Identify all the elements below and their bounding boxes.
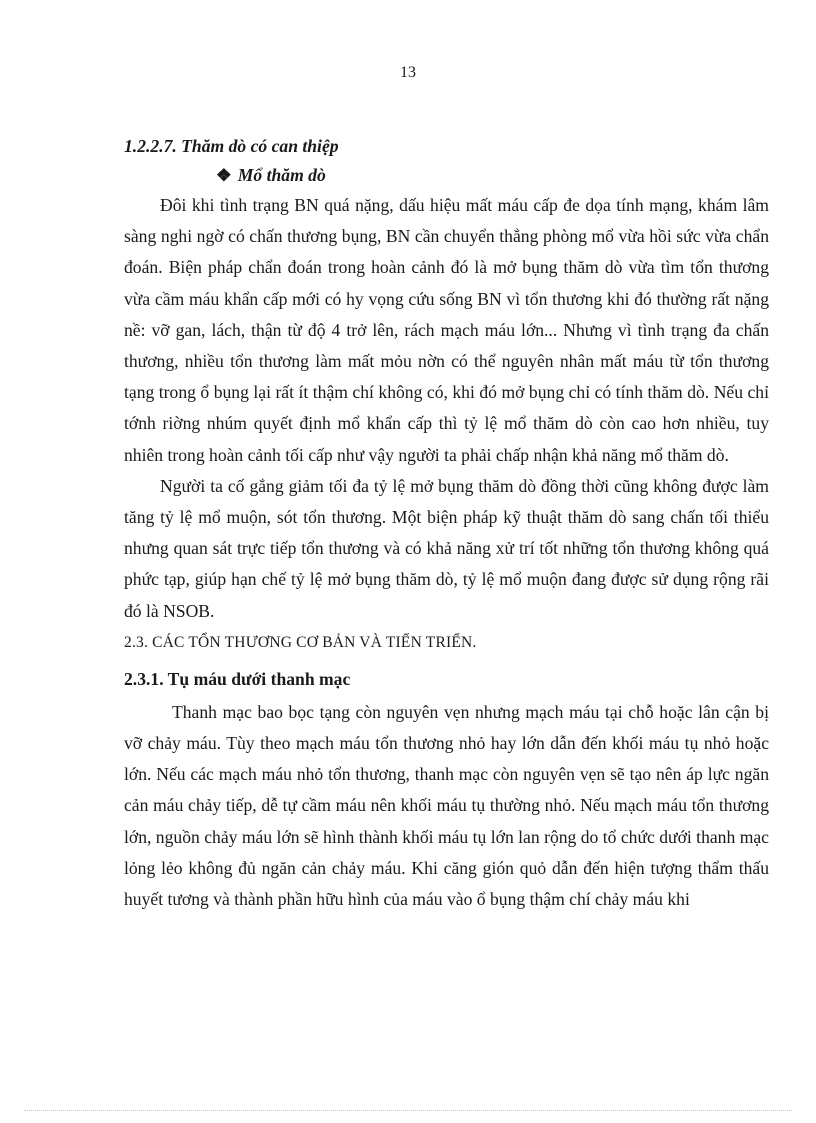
body-paragraph: Đôi khi tình trạng BN quá nặng, dấu hiệu mất máu cấp đe dọa tính mạng, khám lâm sàng nghi ngờ có chấn thương bụng, BN cần chuyển thẳng phòng mổ vừa hồi sức vừa chẩn đoán. Biện pháp chẩn đoán trong hoàn cảnh đó là mở bụng thăm dò vừa tìm tổn thương vừa cầm máu khẩn cấp mới có hy vọng cứu sống BN vì tổn thương khi đó thường rất nặng nề: vỡ gan, lách, thận từ độ 4 trở lên, rách mạch máu lớn... Nhưng vì tình trạng đa chấn thương, nhiều tổn thương làm mất mỏu nờn có thể nguyên nhân mất máu từ tổn thương tạng trong ổ bụng lại rất ít thậm chí không có, khi đó mở bụng chỉ có tính thăm dò. Nếu chỉ tớnh riờng nhúm quyết định mổ khẩn cấp thì tỷ lệ mổ thăm dò còn cao hơn nhiều, tuy nhiên trong hoàn cảnh tối cấp như vậy người ta phải chấp nhận khả năng mổ thăm dò.	[124, 195, 769, 465]
footer-divider	[24, 1110, 792, 1111]
diamond-bullet-icon: ❖	[216, 165, 232, 185]
body-paragraph: Người ta cố gắng giảm tối đa tỷ lệ mở bụng thăm dò đồng thời cũng không được làm tăng tỷ lệ mổ muộn, sót tổn thương. Một biện pháp kỹ thuật thăm dò sang chấn tối thiểu nhưng quan sát trực tiếp tổn thương và có khả năng xử trí tốt những tổn thương không quá phức tạp, giúp hạn chế tỷ lệ mở bụng thăm dò, tỷ lệ mổ muộn đang được sử dụng rộng rãi đó là NSOB.	[124, 475, 769, 621]
page-content	[124, 132, 769, 915]
page-number: 13	[400, 64, 416, 81]
section-heading-2-3-1: 2.3.1. Tụ máu dưới thanh mạc	[124, 668, 351, 689]
section-heading-1-2-2-7: 1.2.2.7. Thăm dò có can thiệp	[124, 136, 339, 156]
body-paragraph: Thanh mạc bao bọc tạng còn nguyên vẹn nhưng mạch máu tại chỗ hoặc lân cận bị vỡ chảy máu. Tùy theo mạch máu tổn thương nhỏ hay lớn dẫn đến khối máu tụ nhỏ hoặc lớn. Nếu các mạch máu nhỏ tổn thương, thanh mạc còn nguyên vẹn sẽ tạo nên áp lực ngăn cản máu chảy tiếp, dễ tự cầm máu nên khối máu tụ thường nhỏ. Nếu mạch máu tổn thương lớn, nguồn chảy máu lớn sẽ hình thành khối máu tụ lớn lan rộng do tổ chức dưới thanh mạc lỏng lẻo không đủ ngăn cản chảy máu. Khi căng gión quỏ dẫn đến hiện tượng thẩm thấu huyết tương và thành phần hữu hình của máu vào ổ bụng thậm chí chảy máu khi	[124, 701, 769, 910]
section-heading-2-3: 2.3. CÁC TỔN THƯƠNG CƠ BẢN VÀ TIẾN TRIỂN.	[124, 633, 477, 651]
subheading-mo-tham-do	[124, 160, 769, 190]
subheading-label: Mổ thăm dò	[237, 165, 326, 185]
